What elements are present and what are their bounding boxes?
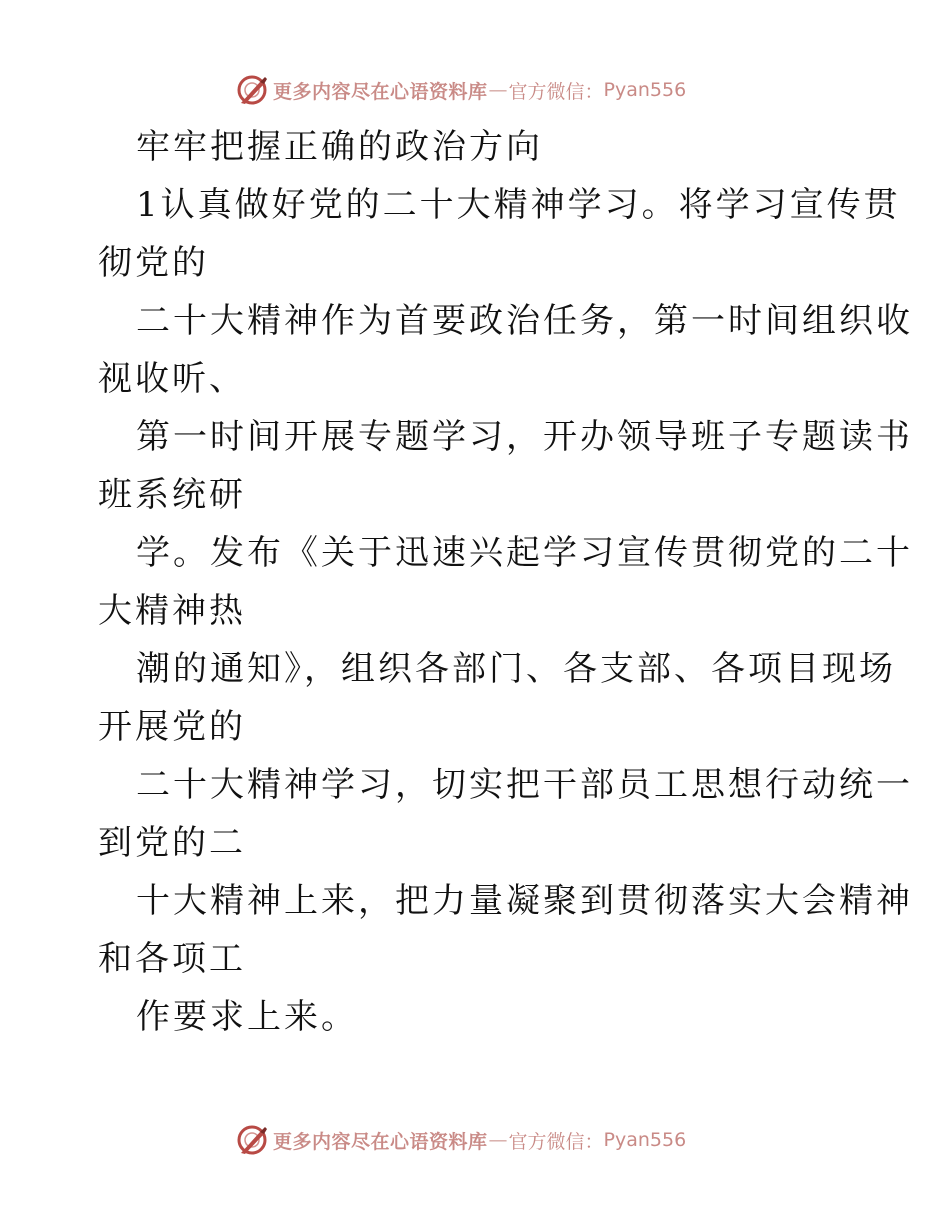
- text-line: 二十大精神作为首要政治任务，第一时间组织收: [136, 301, 913, 341]
- watermark-contact-id: Pyan556: [603, 79, 687, 101]
- text-line: 1认真做好党的二十大精神学习。将学习宣传贯: [136, 185, 901, 225]
- text-line: 大精神热: [98, 591, 246, 631]
- watermark-contact-label: 官方微信：: [508, 1130, 604, 1153]
- header-watermark: [235, 72, 686, 108]
- text-line: 和各项工: [98, 939, 246, 979]
- watermark-contact-id: Pyan556: [603, 1129, 687, 1151]
- pen-logo-icon: [235, 1123, 269, 1157]
- text-line: 视收听、: [98, 359, 246, 399]
- watermark-separator: —: [488, 79, 508, 101]
- watermark-contact-label: 官方微信：: [508, 80, 604, 103]
- text-line: 牢牢把握正确的政治方向: [136, 127, 543, 167]
- text-line: 二十大精神学习，切实把干部员工思想行动统一: [136, 765, 913, 805]
- text-line: 班系统研: [98, 475, 246, 515]
- text-line: 潮的通知》，组织各部门、各支部、各项目现场: [136, 649, 896, 689]
- text-line: 开展党的: [98, 707, 246, 747]
- watermark-brand: 更多内容尽在心语资料库: [273, 1130, 488, 1153]
- watermark-separator: —: [488, 1129, 508, 1151]
- pen-logo-icon: [235, 73, 269, 107]
- text-line: 学。发布《关于迅速兴起学习宣传贯彻党的二十: [136, 533, 913, 573]
- footer-watermark: [235, 1122, 686, 1158]
- text-line: 到党的二: [98, 823, 246, 863]
- text-line: 十大精神上来，把力量凝聚到贯彻落实大会精神: [136, 881, 913, 921]
- watermark-brand: 更多内容尽在心语资料库: [273, 80, 488, 103]
- text-line: 第一时间开展专题学习，开办领导班子专题读书: [136, 417, 913, 457]
- text-line: 作要求上来。: [136, 997, 358, 1037]
- text-line: 彻党的: [98, 243, 209, 283]
- document-body: [98, 118, 913, 1046]
